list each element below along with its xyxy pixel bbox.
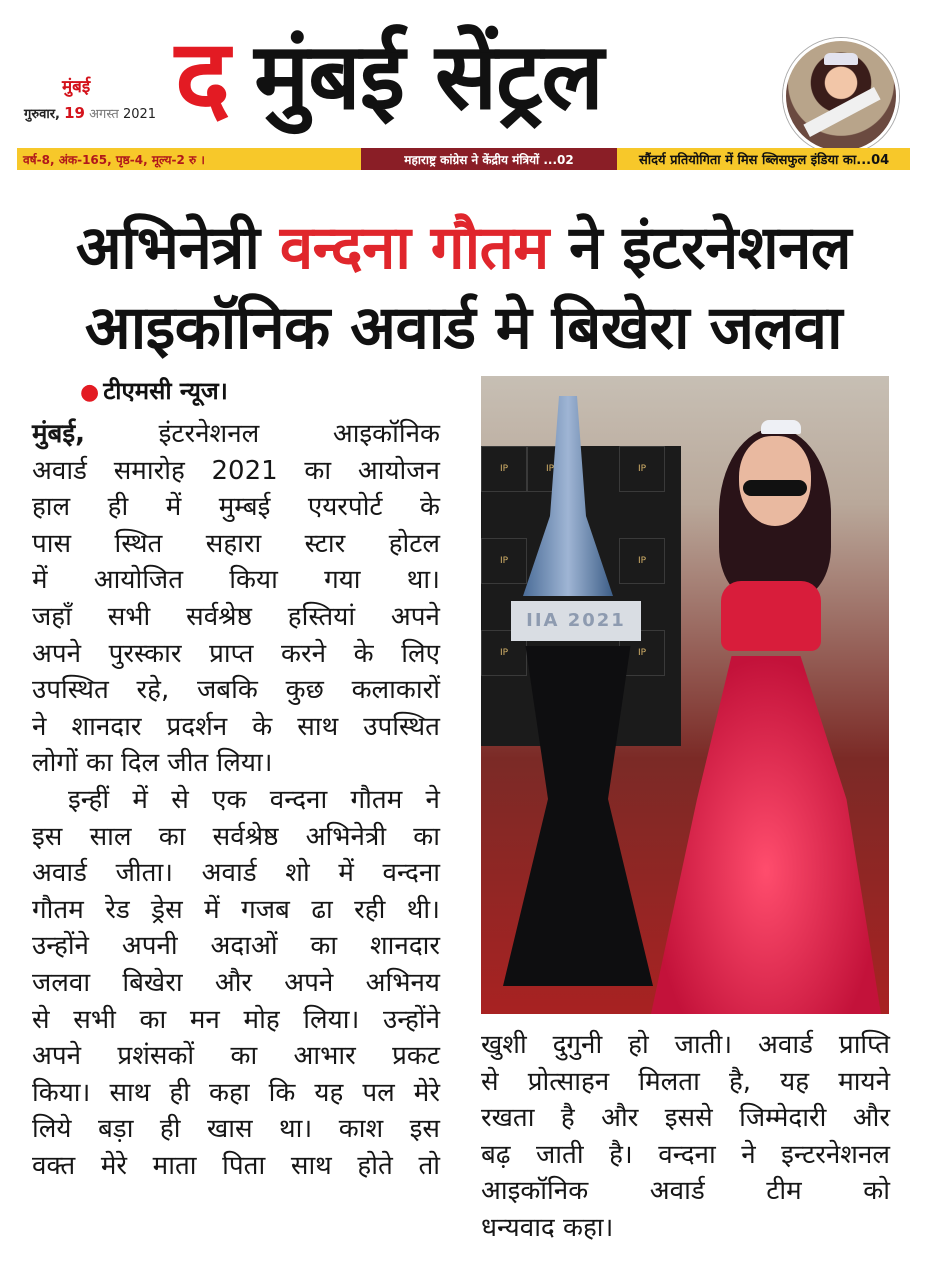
- red-top-shape: [721, 581, 821, 651]
- article-line: इस साल का सर्वश्रेष्ठ अभिनेत्री का: [32, 821, 440, 852]
- article-line: वक्त मेरे माता पिता साथ होते तो: [32, 1150, 440, 1181]
- article-line: इन्हीं में से एक वन्दना गौतम ने: [68, 784, 440, 815]
- article-line: खुशी दुगुनी हो जाती। अवार्ड प्राप्ति: [481, 1030, 890, 1060]
- article-line: ने शानदार प्रदर्शन के साथ उपस्थित: [32, 711, 440, 742]
- issue-info: [17, 151, 339, 168]
- wall-tile: IP: [481, 446, 527, 492]
- date-number: 19: [64, 104, 85, 122]
- article-line: अपने पुरस्कार प्राप्त करने के लिए: [32, 638, 440, 669]
- byline: [80, 374, 228, 407]
- headline-line-2: आइकॉनिक अवार्ड मे बिखेरा जलवा: [84, 293, 843, 363]
- red-dress-shape: [651, 656, 881, 1014]
- year: 2021: [122, 107, 157, 122]
- article-line: लिये बड़ा ही खास था। काश इस: [32, 1114, 440, 1145]
- article-line: आइकॉनिक अवार्ड टीम को: [481, 1176, 890, 1207]
- wall-tile: IP: [619, 446, 665, 492]
- price-label: , मूल्य-: [143, 152, 177, 167]
- article-line: अपने प्रशंसकों का आभार प्रकट: [32, 1041, 440, 1072]
- article-line: गौतम रेड ड्रेस में गजब ढा रही थी।: [32, 894, 440, 925]
- city-label: मुंबई: [62, 77, 91, 97]
- article-line: किया। साथ ही कहा कि यह पल मेरे: [32, 1077, 440, 1108]
- award-base: [511, 601, 641, 641]
- article-photo: [481, 376, 889, 1014]
- article-line: बढ़ जाती है। वन्दना ने इन्टरनेशनल: [481, 1139, 890, 1170]
- dateline: मुंबई,: [32, 419, 86, 449]
- issue-info-strip: [17, 148, 910, 170]
- pages-label: , पृष्ठ-: [107, 152, 135, 167]
- issue-number: 165: [82, 152, 108, 167]
- article-line: पास स्थित सहारा स्टार होटल: [32, 528, 440, 559]
- year-label: वर्ष-: [23, 152, 42, 167]
- article-line: से सभी का मन मोह लिया। उन्होंने: [32, 1004, 440, 1035]
- wall-tile: IP: [481, 630, 527, 676]
- article-line: से प्रोत्साहन मिलता है, यह मायने: [481, 1066, 890, 1097]
- article-line: रखता है और इससे जिम्मेदारी और: [481, 1103, 890, 1134]
- crown-icon: [824, 53, 858, 65]
- logo-the: द: [175, 16, 231, 138]
- article-line: जहाँ सभी सर्वश्रेष्ठ हस्तियां अपने: [32, 601, 440, 632]
- headline-highlight: वन्दना गौतम: [279, 213, 549, 283]
- wall-tile: IP: [619, 630, 665, 676]
- article-line: धन्यवाद कहा।: [481, 1212, 614, 1243]
- wall-tile: IP: [619, 538, 665, 584]
- award-text: IIA 2021: [526, 610, 626, 631]
- teaser-thumbnail-photo: [783, 38, 899, 154]
- article-line: उपस्थित रहे, जबकि कुछ कलाकारों: [32, 675, 440, 706]
- byline-text: टीएमसी न्यूज।: [103, 377, 228, 405]
- article-line: [32, 416, 440, 453]
- article-line: जलवा बिखेरा और अपने अभिनय: [32, 967, 440, 998]
- article-right-column: [481, 1027, 890, 1247]
- teaser-link-congress[interactable]: महाराष्ट्र कांग्रेस ने केंद्रीय मंत्रियों ...02: [361, 148, 617, 170]
- price-value: 2 रु: [176, 152, 197, 167]
- wall-tile: IP: [481, 538, 527, 584]
- weekday: गुरुवार,: [24, 107, 60, 122]
- pages-number: 4: [134, 152, 144, 167]
- logo-name: मुंबई सेंट्रल: [254, 23, 603, 130]
- article-line: अवार्ड समारोह 2021 का आयोजन: [32, 455, 440, 486]
- tiara-icon: [761, 420, 801, 434]
- headline-line-1: [0, 213, 927, 283]
- article-line: उन्होंने अपनी अदाओं का शानदार: [32, 931, 440, 962]
- info-end: ।: [196, 152, 205, 167]
- issue-date: [24, 104, 156, 122]
- headline-part-b: ने इंटरनेशनल: [548, 213, 852, 283]
- month: अगस्त: [89, 107, 119, 122]
- article-left-column: [32, 416, 440, 1184]
- newspaper-logo: [175, 18, 603, 136]
- article-line-text: इंटरनेशनल आइकॉनिक: [85, 419, 440, 449]
- sash-shape: [803, 87, 880, 137]
- teaser-link-pageant[interactable]: सौंदर्य प्रतियोगिता में मिस ब्लिसफुल इंडिया का...04: [639, 153, 890, 168]
- article-line: में आयोजित किया गया था।: [32, 565, 440, 596]
- sunglasses-icon: [743, 480, 807, 496]
- wall-tile: IP: [527, 446, 573, 492]
- article-line: अवार्ड जीता। अवार्ड शो में वन्दना: [32, 858, 440, 889]
- headline-part-a: अभिनेत्री: [75, 213, 280, 283]
- article-line: लोगों का दिल जीत लिया।: [32, 748, 273, 779]
- issue-label: , अंक-: [49, 152, 83, 167]
- article-line: हाल ही में मुम्बई एयरपोर्ट के: [32, 492, 440, 523]
- year-number: 8: [41, 152, 50, 167]
- bullet-dot-icon: ●: [80, 380, 100, 405]
